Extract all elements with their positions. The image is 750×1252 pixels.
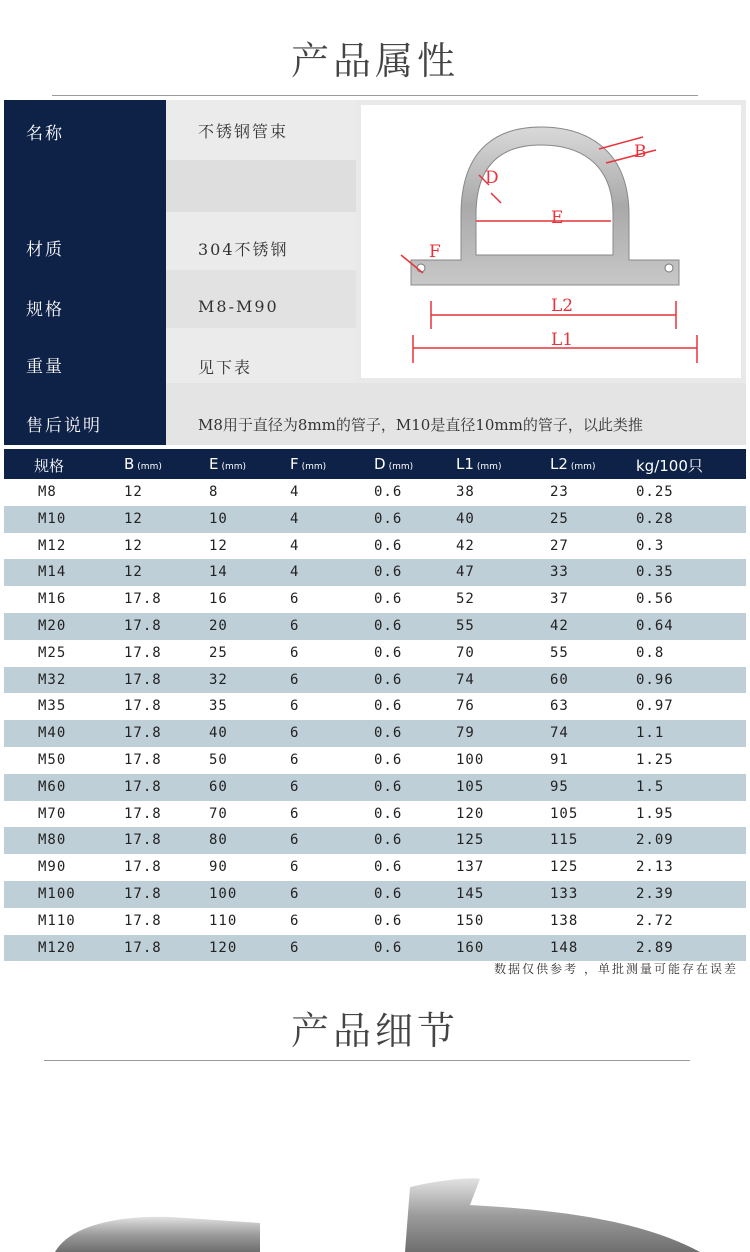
title-divider-2 [44,1060,690,1061]
table-cell: 0.96 [636,671,674,688]
right-hole [665,264,673,272]
table-cell: 0.64 [636,618,674,634]
table-cell: 150 [456,912,485,929]
table-cell: 17.8 [124,778,162,795]
table-cell: M20 [38,618,67,634]
table-cell: 6 [290,671,300,688]
table-header [4,449,746,479]
table-cell: 55 [456,618,475,634]
table-cell: 0.6 [374,752,403,768]
table-cell: 1.5 [636,778,665,795]
table-cell: 47 [456,564,475,581]
column-header: B (mm) [124,455,162,473]
table-cell: 17.8 [124,859,162,876]
table-cell: 137 [456,859,485,876]
table-row [4,613,746,640]
table-cell: 100 [456,752,485,768]
table-cell: 25 [209,644,228,661]
attr-value-name: 不锈钢管束 [198,122,289,141]
table-row [4,908,746,935]
table-cell: 74 [456,671,475,688]
table-cell: 6 [290,644,300,661]
table-cell: 17.8 [124,805,162,822]
table-cell: M50 [38,752,67,768]
table-cell: M35 [38,698,67,715]
table-cell: 105 [550,805,579,822]
product-diagram-frame [356,100,746,383]
table-cell: 90 [209,859,228,876]
table-cell: 17.8 [124,618,162,634]
table-cell: M25 [38,644,67,661]
table-cell: 17.8 [124,725,162,742]
table-cell: 1.1 [636,725,665,742]
table-cell: 17.8 [124,912,162,929]
table-cell: 76 [456,698,475,715]
table-cell: 0.3 [636,537,665,554]
table-cell: 27 [550,537,569,554]
table-cell: 42 [456,537,475,554]
table-cell: 0.8 [636,644,665,661]
table-row [4,720,746,747]
table-cell: M40 [38,725,67,742]
table-cell: 17.8 [124,939,162,956]
table-cell: 20 [209,618,228,634]
table-row [4,827,746,854]
table-cell: 6 [290,886,300,902]
table-cell: 74 [550,725,569,742]
table-cell: 40 [209,725,228,742]
table-cell: 120 [456,805,485,822]
table-cell: 6 [290,725,300,742]
table-cell: 0.6 [374,564,403,581]
table-row [4,479,746,506]
table-cell: 0.35 [636,564,674,581]
table-row [4,854,746,881]
table-cell: 6 [290,859,300,876]
table-cell: 6 [290,752,300,768]
table-cell: 42 [550,618,569,634]
attr-value-aftersales: M8用于直径为8mm的管子，M10是直径10mm的管子，以此类推 [198,416,643,434]
column-header: kg/100只 [636,457,703,475]
column-header: D (mm) [374,455,414,473]
table-cell: 17.8 [124,886,162,902]
attr-label-name: 名称 [26,124,64,144]
column-header: F (mm) [290,455,327,473]
table-row [4,533,746,560]
table-row [4,774,746,801]
table-cell: M70 [38,805,67,822]
attribute-panel [4,100,746,445]
table-row [4,935,746,962]
table-cell: 25 [550,510,569,527]
table-cell: 35 [209,698,228,715]
table-cell: 33 [550,564,569,581]
column-header: E (mm) [209,455,247,473]
label-d: D [485,168,499,188]
table-cell: 60 [209,778,228,795]
table-cell: 40 [456,510,475,527]
table-cell: 0.6 [374,725,403,742]
table-cell: 2.72 [636,912,674,929]
table-cell: 2.39 [636,886,674,902]
label-f: F [429,242,441,262]
table-cell: M80 [38,832,67,849]
table-cell: 1.95 [636,805,674,822]
table-cell: 133 [550,886,579,902]
table-cell: 6 [290,591,300,608]
table-cell: M12 [38,537,67,554]
table-cell: 60 [550,671,569,688]
table-cell: 14 [209,564,228,581]
table-cell: 95 [550,778,569,795]
table-row [4,559,746,586]
table-row [4,640,746,667]
table-cell: 23 [550,484,569,500]
table-cell: 0.97 [636,698,674,715]
table-cell: 0.6 [374,591,403,608]
table-cell: 12 [124,564,143,581]
table-cell: 160 [456,939,485,956]
label-e: E [551,208,564,228]
table-cell: 6 [290,912,300,929]
table-cell: 0.56 [636,591,674,608]
table-cell: M100 [38,886,76,902]
table-cell: M110 [38,912,76,929]
table-cell: M16 [38,591,67,608]
label-b: B [634,142,647,162]
label-l1: L1 [551,330,574,350]
table-row [4,747,746,774]
table-cell: 6 [290,805,300,822]
column-header: L1 (mm) [456,455,502,473]
label-l2: L2 [551,296,574,316]
table-cell: 145 [456,886,485,902]
column-header: 规格 [34,457,65,475]
table-cell: 0.6 [374,886,403,902]
table-cell: M90 [38,859,67,876]
value-cell-bg [166,160,356,212]
table-cell: 17.8 [124,698,162,715]
table-cell: 0.25 [636,484,674,500]
table-cell: 2.13 [636,859,674,876]
attr-label-spec: 规格 [26,300,64,320]
table-cell: 37 [550,591,569,608]
table-cell: 38 [456,484,475,500]
table-cell: 0.6 [374,510,403,527]
table-cell: 0.6 [374,537,403,554]
table-cell: M10 [38,510,67,527]
table-cell: 0.6 [374,912,403,929]
table-row [4,881,746,908]
table-row [4,506,746,533]
attr-value-weight: 见下表 [198,358,253,377]
product-diagram [361,105,741,378]
attribute-label-column [4,100,166,445]
table-cell: 16 [209,591,228,608]
attr-value-spec: M8-M90 [198,297,279,316]
column-header: L2 (mm) [550,455,596,473]
table-cell: 17.8 [124,591,162,608]
table-cell: 4 [290,484,300,500]
table-cell: 70 [456,644,475,661]
table-row [4,667,746,694]
table-cell: 6 [290,618,300,634]
table-cell: 0.28 [636,510,674,527]
table-cell: 55 [550,644,569,661]
attr-label-aftersales: 售后说明 [26,416,102,436]
table-cell: 0.6 [374,698,403,715]
table-cell: 125 [550,859,579,876]
table-cell: 10 [209,510,228,527]
table-cell: 105 [456,778,485,795]
table-cell: 148 [550,939,579,956]
table-cell: 0.6 [374,832,403,849]
table-cell: M60 [38,778,67,795]
data-disclaimer: 数据仅供参考 ，单批测量可能存在误差 [494,962,738,976]
table-cell: 63 [550,698,569,715]
section-title-details: 产品细节 [290,1009,459,1053]
table-cell: 6 [290,698,300,715]
title-divider [52,95,698,96]
table-cell: 1.25 [636,752,674,768]
table-cell: 4 [290,537,300,554]
table-cell: 70 [209,805,228,822]
table-row [4,693,746,720]
table-cell: 79 [456,725,475,742]
table-cell: 4 [290,510,300,527]
table-cell: 6 [290,832,300,849]
table-row [4,801,746,828]
table-cell: 80 [209,832,228,849]
table-cell: 138 [550,912,579,929]
table-cell: 0.6 [374,778,403,795]
table-cell: 12 [209,537,228,554]
table-cell: 12 [124,537,143,554]
table-row [4,586,746,613]
section-title-attributes: 产品属性 [290,39,459,83]
table-cell: 115 [550,832,579,849]
table-cell: 12 [124,510,143,527]
table-cell: M120 [38,939,76,956]
table-cell: 8 [209,484,219,500]
table-cell: 91 [550,752,569,768]
table-cell: 6 [290,778,300,795]
table-cell: 0.6 [374,859,403,876]
table-cell: 0.6 [374,484,403,500]
table-cell: 12 [124,484,143,500]
table-cell: 17.8 [124,752,162,768]
table-cell: 32 [209,671,228,688]
table-cell: 110 [209,912,238,929]
table-cell: 4 [290,564,300,581]
table-cell: 125 [456,832,485,849]
pipe-clamp-diagram [361,105,741,378]
table-cell: 0.6 [374,644,403,661]
table-cell: 0.6 [374,618,403,634]
attr-value-material: 304不锈钢 [198,240,289,259]
table-cell: 120 [209,939,238,956]
table-cell: 52 [456,591,475,608]
table-cell: 17.8 [124,644,162,661]
table-cell: 17.8 [124,832,162,849]
table-cell: 100 [209,886,238,902]
table-cell: 17.8 [124,671,162,688]
value-cell-bg [166,328,356,383]
table-cell: 2.09 [636,832,674,849]
table-cell: 6 [290,939,300,956]
table-cell: 0.6 [374,671,403,688]
product-detail-photo [0,1165,750,1252]
table-cell: 0.6 [374,939,403,956]
table-cell: 50 [209,752,228,768]
table-cell: M32 [38,671,67,688]
table-cell: M14 [38,564,67,581]
table-cell: 2.89 [636,939,674,956]
attr-label-material: 材质 [26,240,64,260]
attr-label-weight: 重量 [26,357,64,377]
table-cell: M8 [38,484,57,500]
table-cell: 0.6 [374,805,403,822]
